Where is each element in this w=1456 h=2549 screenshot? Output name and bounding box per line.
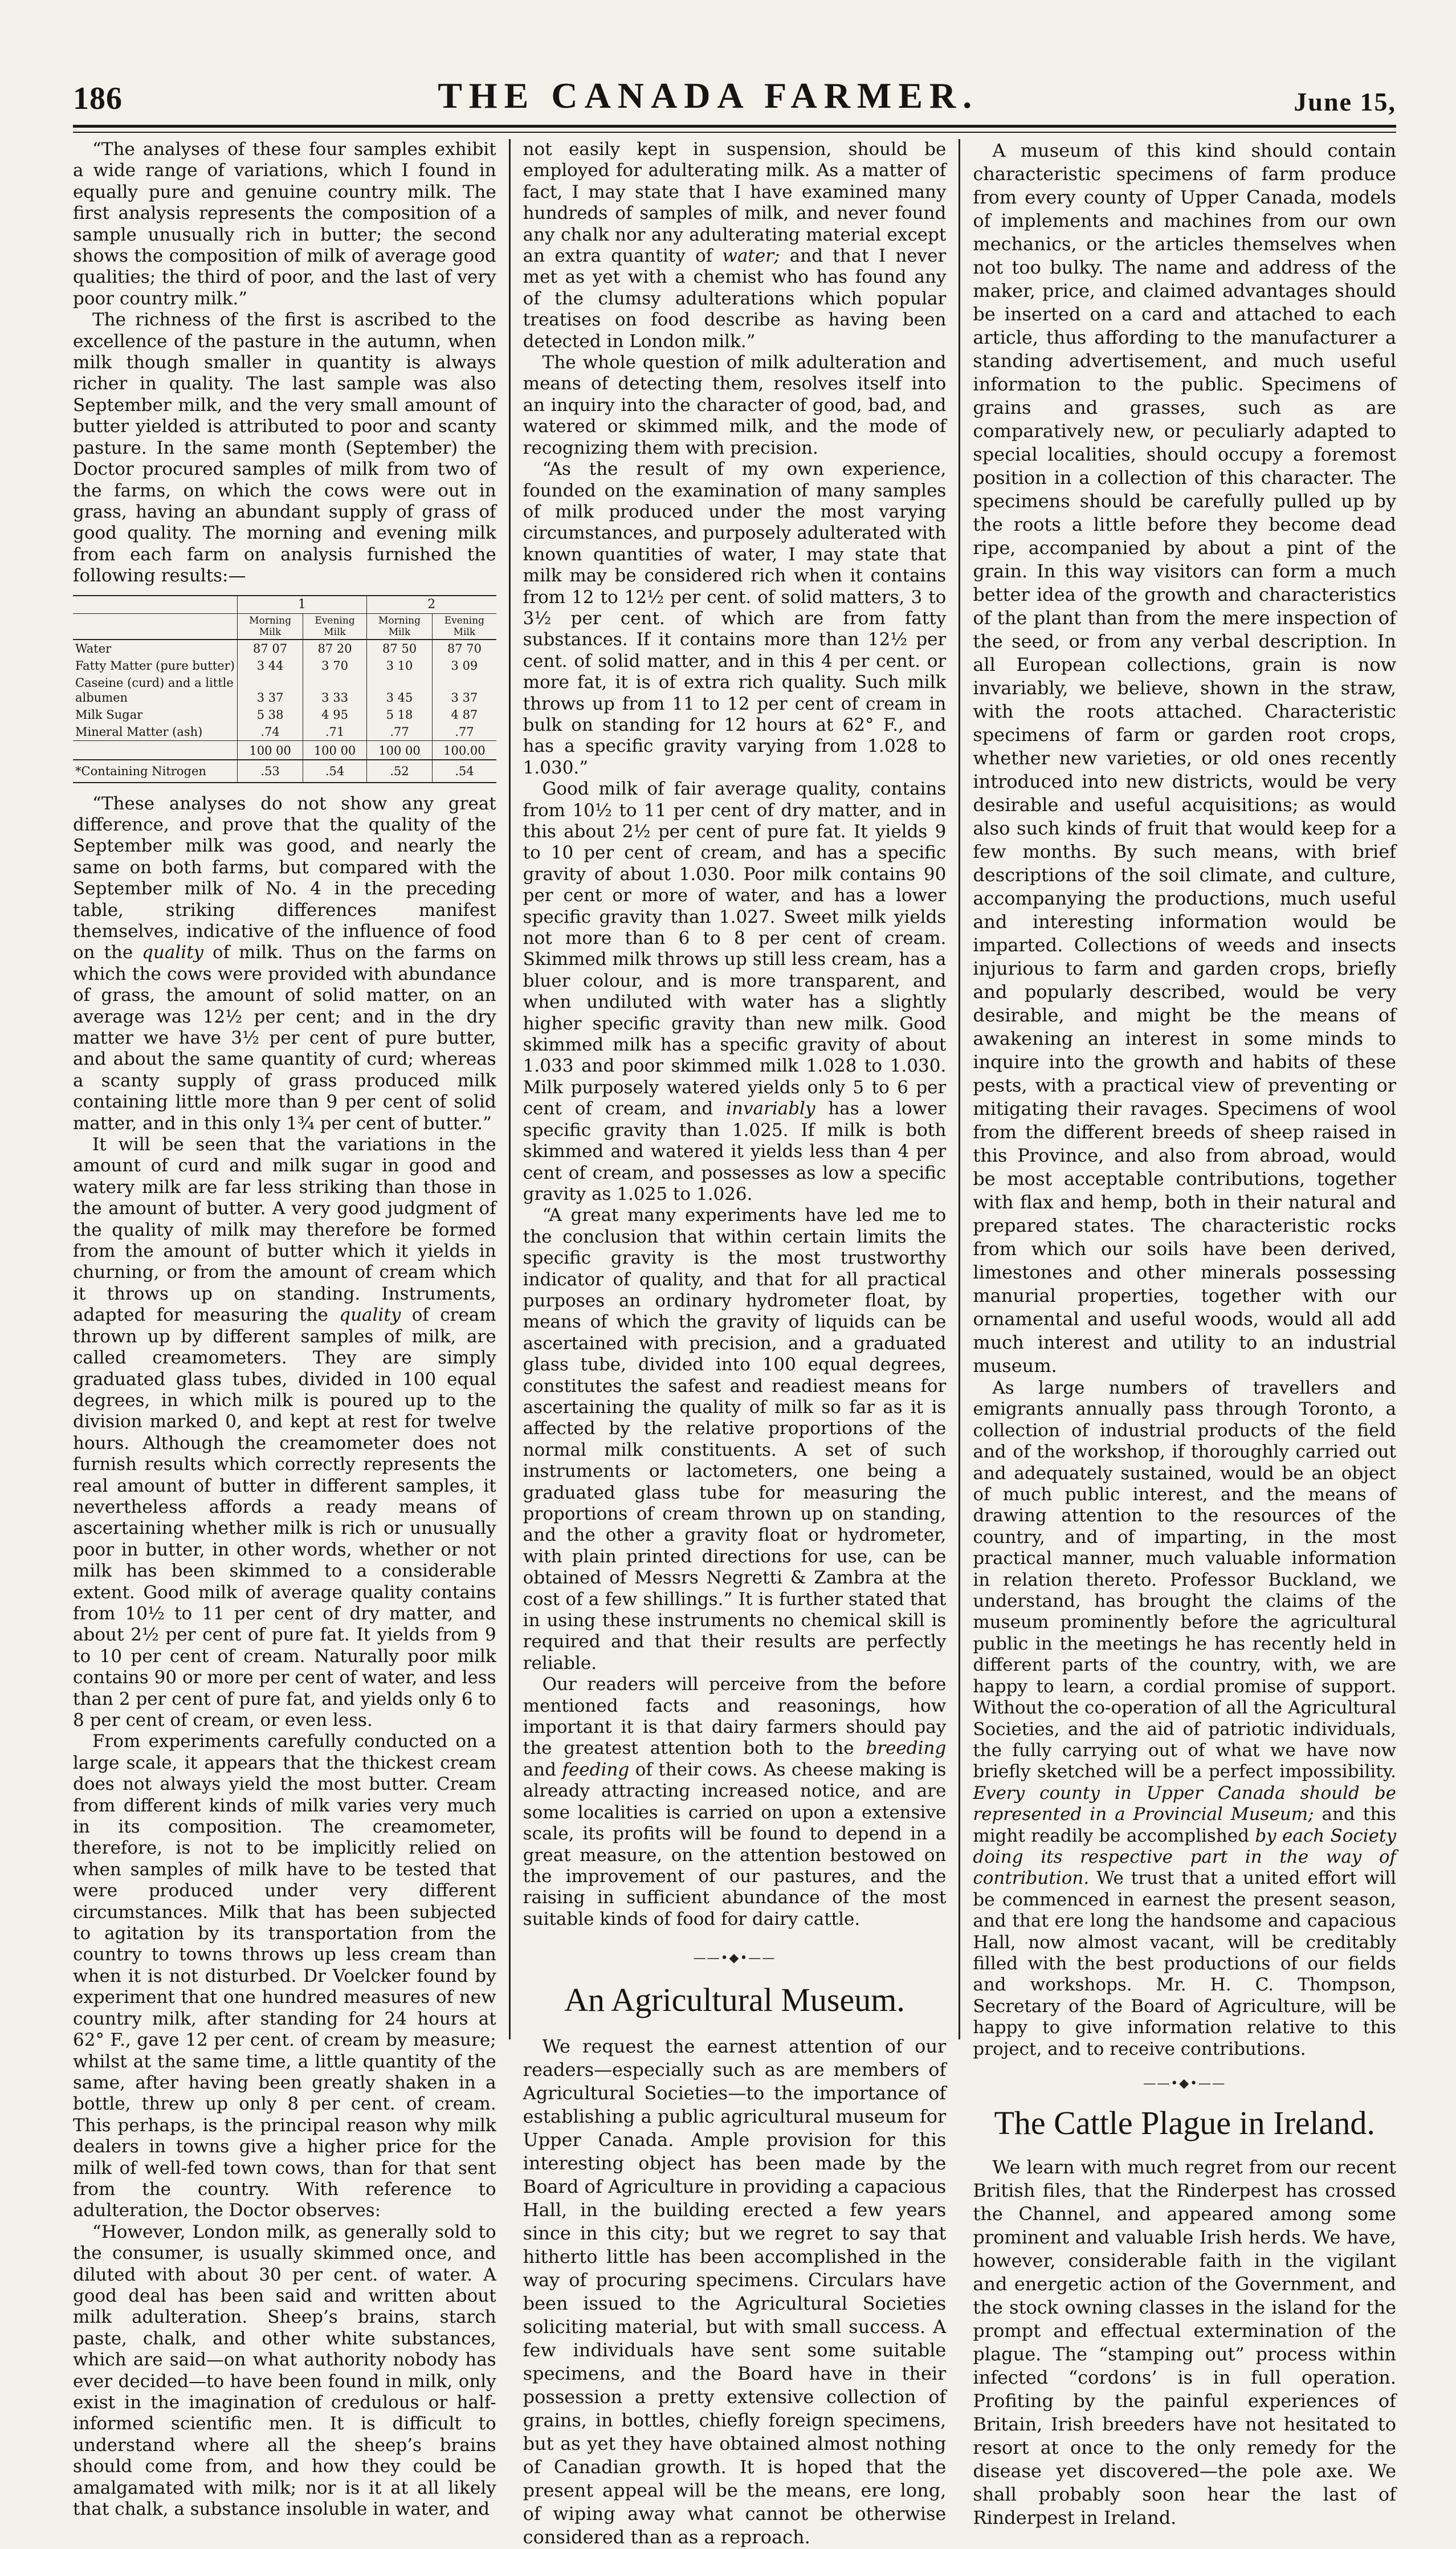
emphasis: quality bbox=[339, 1305, 401, 1326]
issue-date: June 15, bbox=[1294, 87, 1396, 116]
cell: 3 45 bbox=[366, 674, 432, 706]
emphasis: feeding bbox=[562, 1759, 630, 1780]
cell: .54 bbox=[303, 760, 367, 783]
text-run: of cream thrown up by different samples of milk, are called creamometers. They are simply graduated glass tubes, divided in 100 equal degrees, in which milk is poured up to the division marked 0, and kept at rest for twelve hours. Although the creamometer does not furnish results which correctly represents the real amount of butter in different samples, it nevertheless affords a ready means of ascertaining whether milk is rich or unusually poor in butter, in other words, whether or not milk has been skimmed to a considerable extent. Good milk of average quality contains from 10½ to 11 per cent of dry matter, and about 2½ per cent of pure fat. It yields from 9 to 10 per cent of cream. Naturally poor milk contains 90 or more per cent of water, and less than 2 per cent of pure fat, and yields only 6 to 8 per cent of cream, or even less. bbox=[73, 1305, 496, 1730]
text-run: and that I never met as yet with a chemist who has found any of the clumsy adulterations which popular treatises on food describe as having been detected in London milk.” bbox=[523, 246, 947, 352]
group-2-header: 2 bbox=[366, 596, 496, 614]
cell: 3 70 bbox=[303, 657, 367, 674]
table-row bbox=[73, 723, 496, 741]
cell: 3 09 bbox=[433, 657, 496, 674]
table-group-header bbox=[73, 596, 496, 614]
table-row bbox=[73, 640, 496, 657]
cell: 4 87 bbox=[433, 706, 496, 723]
column-header: Morning Milk bbox=[237, 613, 303, 640]
text-run: has a lower specific gravity than 1.025. If milk is both skimmed and watered it yields less than 4 per cent of cream, and possesses as low a specific gravity as 1.025 to 1.026. bbox=[523, 1098, 947, 1204]
table-column-headers bbox=[73, 613, 496, 640]
paragraph bbox=[523, 139, 947, 352]
total-cell: 100.00 bbox=[433, 740, 496, 760]
milk-analysis-table bbox=[73, 595, 496, 783]
paragraph bbox=[523, 779, 947, 1205]
text-run: Good milk of fair average quality, contains from 10½ to 11 per cent of dry matter, and in this about 2½ per cent of pure fat. It yields 9 to 10 per cent of cream, and has a specific gravity of about 1.030. Poor milk contains 90 per cent or more of water, and has a lower specific gravity than 1.027. Sweet milk yields not more than 6 to 8 per cent of cream. Skimmed milk throws up still less cream, has a bluer colour, and is more transparent, and when undiluted with water has a slightly higher specific gravity than new milk. Good skimmed milk has a specific gravity of about 1.033 and poor skimmed milk 1.028 to 1.030. Milk purposely watered yields only 5 to 6 per cent of cream, and bbox=[523, 779, 947, 1119]
column-3 bbox=[959, 139, 1397, 2528]
text-run: and bbox=[523, 1759, 556, 1780]
emphasis: Every county in Upper Canada should be represented in a Provincial Museum; bbox=[973, 1782, 1397, 1825]
text-run: As large numbers of travellers and emigrants annually pass through Toronto, a collection of industrial products of the field and of the workshop, if thoroughly carried out and adequately sustained, would be an object of much public interest, and the means of drawing attention to the resources of the country, and of imparting, in the most practical manner, much valuable information in relation thereto. Professor Buckland, we understand, has brought the claims of the museum prominently before the agricultural public in the meetings he has recently held in different parts of the country, with, we are happy to learn, a cordial promise of support. Without the co-operation of all the Agricultural Societies, and the aid of patriotic individuals, the fully carrying out of what we have now briefly sketched will be a perfect impossibility. bbox=[973, 1378, 1397, 1782]
cell: .74 bbox=[237, 723, 303, 741]
row-label: Fatty Matter (pure butter) bbox=[75, 658, 235, 673]
paragraph: “The analyses of these four samples exhibit a wide range of variations, which I found in equally pure and genuine country milk. The first analysis represents the composition of a sample unusually rich in butter; the second shows the composition of milk of average good qualities; the third of poor, and the last of very poor country milk.” bbox=[73, 139, 496, 309]
cell: .77 bbox=[433, 723, 496, 741]
column-header: Morning Milk bbox=[366, 613, 432, 640]
cell: .54 bbox=[433, 760, 496, 783]
row-label: *Containing Nitrogen bbox=[73, 760, 237, 783]
total-cell: 100 00 bbox=[366, 740, 432, 760]
section-heading: The Cattle Plague in Ireland. bbox=[994, 2104, 1375, 2141]
group-1-header: 1 bbox=[237, 596, 366, 614]
section-separator: ——•◆•—— bbox=[1143, 2076, 1226, 2091]
row-label: Mineral Matter (ash) bbox=[75, 724, 203, 739]
table-totals-row bbox=[73, 740, 496, 760]
text-run: We trust that a united effort will be commenced in earnest the present season, and that ere long the handsome and capacious Hall, now almost vacant, will be creditably filled with the best productions of our fields and workshops. Mr. H. C. Thompson, Secretary of the Board of Agriculture, will be happy to give information relative to this project, and to receive contributions. bbox=[973, 1868, 1397, 2059]
emphasis: water; bbox=[722, 246, 780, 267]
cell: 3 33 bbox=[303, 674, 367, 706]
page-number: 186 bbox=[73, 81, 123, 116]
newspaper-title: THE CANADA FARMER. bbox=[438, 75, 979, 116]
paragraph bbox=[73, 793, 496, 1135]
text-run: not easily kept in suspension, should be employed for adulterating milk. As a matter of fact, I may state that I have examined many hundreds of samples of milk, and never found any chalk nor any adulterating material except an extra quantity of bbox=[523, 139, 947, 267]
paragraph: A museum of this kind should contain characteristic specimens of farm produce from every county of Upper Canada, models of implements and machines from our own mechanics, or the articles themselves when not too bulky. The name and address of the maker, price, and claimed advantages should be inserted on a card and attached to each article, thus affording to the manufacturer a standing advertisement, and much useful information to the public. Specimens of grains and grasses, such as are comparatively new, or peculiarly adapted to special localities, should occupy a foremost position in a collection of this character. The specimens should be carefully pulled up by the roots a little before they become dead ripe, accompanied by about a pint of the grain. In this way visitors can form a much better idea of the growth and characteristics of the plant than from the mere inspection of the seed, or from any verbal description. In all European collections, grain is now invariably, we believe, shown in the straw, with the roots attached. Characteristic specimens of farm or garden root crops, whether new varieties, or old ones recently introduced into new districts, would be very desirable and useful acquisitions; as would also such kinds of fruit that would keep for a few months. By such means, with brief descriptions of the soil climate, and culture, accompanying the productions, much useful and interesting information would be imparted. Collections of weeds and insects injurious to farm and garden crops, briefly and popularly described, would be very desirable, and might be the means of awakening an interest in some minds to inquire into the growth and habits of these pests, with a practical view of preventing or mitigating their ravages. Specimens of wool from the different breeds of sheep raised in this Province, and also from abroad, would be most acceptable contributions, together with flax and hemp, both in their natural and prepared states. The characteristic rocks from which our soils have been derived, limestones and other minerals possessing manurial properties, together with our ornamental and useful woods, would all add much interest and utility to an industrial museum. bbox=[973, 140, 1397, 1377]
row-label: Milk Sugar bbox=[75, 707, 143, 722]
cell: .52 bbox=[366, 760, 432, 783]
cell: 87 07 bbox=[237, 640, 303, 657]
text-run: Our readers will perceive from the before mentioned facts and reasonings, how important it is that dairy farmers should pay the greatest attention both to the bbox=[523, 1674, 947, 1759]
text-run: of their cows. As cheese making is already attracting increased notice, and are some localities is carried on upon a extensive scale, its profits will be found to depend in a great measure, on the attention bestowed on the improvement of our pastures, and the raising in sufficient abundance of the most suitable kinds of food for dairy cattle. bbox=[523, 1759, 947, 1929]
paragraph: We request the earnest attention of our readers—especially such as are members of Agricultural Societies—to the importance of establishing a public agricultural museum for Upper Canada. Ample provision for this interesting object has been made by the Board of Agriculture in providing a capacious Hall, in the building erected a few years since in this city; but we regret to say that hitherto little has been accomplished in the way of procuring specimens. Circulars have been issued to the Agricultural Societies soliciting material, but with small success. A few individuals have sent some suitable specimens, and the Board have in their possession a pretty extensive collection of grains, in bottles, chiefly foreign specimens, but as yet they have obtained almost nothing of Canadian growth. It is hoped that the present appeal will be the means, ere long, of wiping away what cannot be otherwise considered than as a reproach. bbox=[523, 2035, 947, 2548]
column-1 bbox=[73, 139, 509, 2520]
paragraph: The richness of the first is ascribed to the excellence of the pasture in the autumn, when milk though smaller in quantity is always richer in quality. The last sample was also September milk, and the very small amount of butter yielded is attributed to poor and scanty pasture. In the same month (September) the Doctor procured samples of milk from two of the farms, on which the cows were out in grass, having an abundant supply of grass of good quality. The morning and evening milk from each farm on analysis furnished the following results:— bbox=[73, 310, 496, 587]
emphasis: breeding bbox=[866, 1738, 947, 1759]
table-nitrogen-row bbox=[73, 760, 496, 783]
text-run: of milk. Thus on the farms on which the cows were provided with abundance of grass, the amount of solid matter, on an average was 12½ per cent; and in the dry matter we have 3½ per cent of pure butter, and about the same quantity of curd; whereas a scanty supply of grass produced milk containing little more than 9 per cent of solid matter, and in this only 1¾ per cent of butter.” bbox=[73, 942, 496, 1134]
paragraph: “As the result of my own experience, founded on the examination of many samples of milk produced under the most varying circumstances, and purposely adulterated with known quantities of water, I may state that milk may be considered rich when it contains from 12 to 12½ per cent. of solid matters, 3 to 3½ per cent. of which are from fatty substances. If it contains more than 12½ per cent. of solid matter, and in this 4 per cent. or more fat, it is of extra rich quality. Such milk throws up from 11 to 12 per cent of cream in bulk on standing for 12 hours at 62° F., and has a specific gravity varying from 1.028 to 1.030.” bbox=[523, 459, 947, 778]
cell: 3 37 bbox=[237, 674, 303, 706]
table-row bbox=[73, 674, 496, 706]
cell: 4 95 bbox=[303, 706, 367, 723]
column-header: Evening Milk bbox=[303, 613, 367, 640]
paragraph: From experiments carefully conducted on a large scale, it appears that the thickest cream does not always yield the most butter. Cream from different kinds of milk varies very much in its composition. The creamometer, therefore, is not to be implicitly relied on when samples of milk have to be tested that were produced under very different circumstances. Milk that has been subjected to agitation by its transportation from the country to towns throws up less cream than when it is not disturbed. Dr Voelcker found by experiment that one hundred measures of new country milk, after standing for 24 hours at 62° F., gave 12 per cent. of cream by measure; whilst at the same time, a little quantity of the same, after having been greatly shaken in a bottle, threw up only 8 per cent. of cream. This perhaps, is the principal reason why milk dealers in towns give a higher price for the milk of well-fed town cows, than for that sent from the country. With reference to adulteration, the Doctor observes: bbox=[73, 1731, 496, 2221]
article-columns bbox=[73, 139, 1397, 2548]
paragraph: We learn with much regret from our recent British files, that the Rinderpest has crossed the Channel, and appeared among some prominent and valuable Irish herds. We have, however, considerable faith in the vigilant and energetic action of the Government, and the stock owning classes in the island for the prompt and effectual extermination of the plague. The “stamping out” process within infected “cordons’ is in full operation. Profiting by the painful experiences of Britain, Irish breeders have not hesitated to resort at once to the only remedy for the disease yet discovered—the pole axe. We shall probably soon hear the last of Rinderpest in Ireland. bbox=[973, 2156, 1397, 2528]
section-separator: ——•◆•—— bbox=[693, 1951, 776, 1966]
cell: 5 38 bbox=[237, 706, 303, 723]
cell: 3 37 bbox=[433, 674, 496, 706]
emphasis: by each Society doing its respective part in the way of contribution. bbox=[973, 1825, 1397, 1889]
column-header: Evening Milk bbox=[433, 613, 496, 640]
table-row bbox=[73, 706, 496, 723]
total-cell: 100 00 bbox=[303, 740, 367, 760]
paragraph: “A great many experiments have led me to the conclusion that within certain limits the specific gravity is the most trustworthy indicator of quality, and that for all practical purposes an ordinary hydrometer float, by means of which the gravity of liquids can be ascertained with precision, and a graduated glass tube, divided into 100 equal degrees, constitutes the safest and readiest means for ascertaining the quality of milk so far as it is affected by the relative proportions of the normal milk constituents. A set of such instruments or lactometers, one being a graduated glass tube for measuring the proportions of cream thrown up on standing, and the other a gravity float or hydrometer, with plain printed directions for use, can be obtained of Messrs Negretti & Zambra at the cost of a few shillings.” It is further stated that in using these instruments no chemical skill is required and that their results are perfectly reliable. bbox=[523, 1205, 947, 1673]
cell: .77 bbox=[366, 723, 432, 741]
cell: .71 bbox=[303, 723, 367, 741]
paragraph: “However, London milk, as generally sold to the consumer, is usually skimmed once, and diluted with about 30 per cent. of water. A good deal has been said and written about milk adulteration. Sheep’s brains, starch paste, chalk, and other white substances, which are said—on what authority nobody has ever decided—to have been found in milk, only exist in the imagination of credulous or half-informed scientific men. It is difficult to understand where all the sheep’s brains should come from, and how they could be amalgamated with milk; nor is it at all likely that chalk, a substance insoluble in water, and bbox=[73, 2221, 496, 2520]
cell: 87 20 bbox=[303, 640, 367, 657]
cell: 3 10 bbox=[366, 657, 432, 674]
paragraph bbox=[523, 1674, 947, 1930]
row-label: Caseine (curd) and a little albumen bbox=[75, 675, 234, 705]
cell: 3 44 bbox=[237, 657, 303, 674]
emphasis: quality bbox=[142, 942, 204, 963]
paragraph bbox=[973, 1378, 1396, 2060]
text-run: “These analyses do not show any great difference, and prove that the quality of the September milk was good, and nearly the same on both farms, but compared with the September milk of No. 4 in the preceding table, striking differences manifest themselves, indicative of the influence of food on the bbox=[73, 793, 496, 963]
column-2 bbox=[509, 139, 959, 2548]
masthead bbox=[73, 68, 1396, 128]
section-heading: An Agricultural Museum. bbox=[564, 1981, 905, 2019]
total-cell: 100 00 bbox=[237, 740, 303, 760]
paragraph bbox=[73, 1134, 496, 1731]
cell: 87 70 bbox=[433, 640, 496, 657]
row-label: Water bbox=[75, 641, 112, 655]
text-run: and this might readily be accomplished bbox=[973, 1804, 1396, 1846]
cell: 5 18 bbox=[366, 706, 432, 723]
table-row bbox=[73, 657, 496, 674]
text-run: It will be seen that the variations in the amount of curd and milk sugar in good and watery milk are far less striking than those in the amount of butter. A very good judgment of the quality of milk may therefore be formed from the amount of butter which it yields in churning, or from the amount of cream which it throws up on standing. Instruments, adapted for measuring the bbox=[73, 1134, 496, 1326]
cell: 87 50 bbox=[366, 640, 432, 657]
emphasis: invariably bbox=[726, 1098, 815, 1119]
paragraph: The whole question of milk adulteration and means of detecting them, resolves itself into an inquiry into the character of good, bad, and watered or skimmed milk, and the mode of recognizing them with precision. bbox=[523, 352, 947, 458]
cell: .53 bbox=[237, 760, 303, 783]
